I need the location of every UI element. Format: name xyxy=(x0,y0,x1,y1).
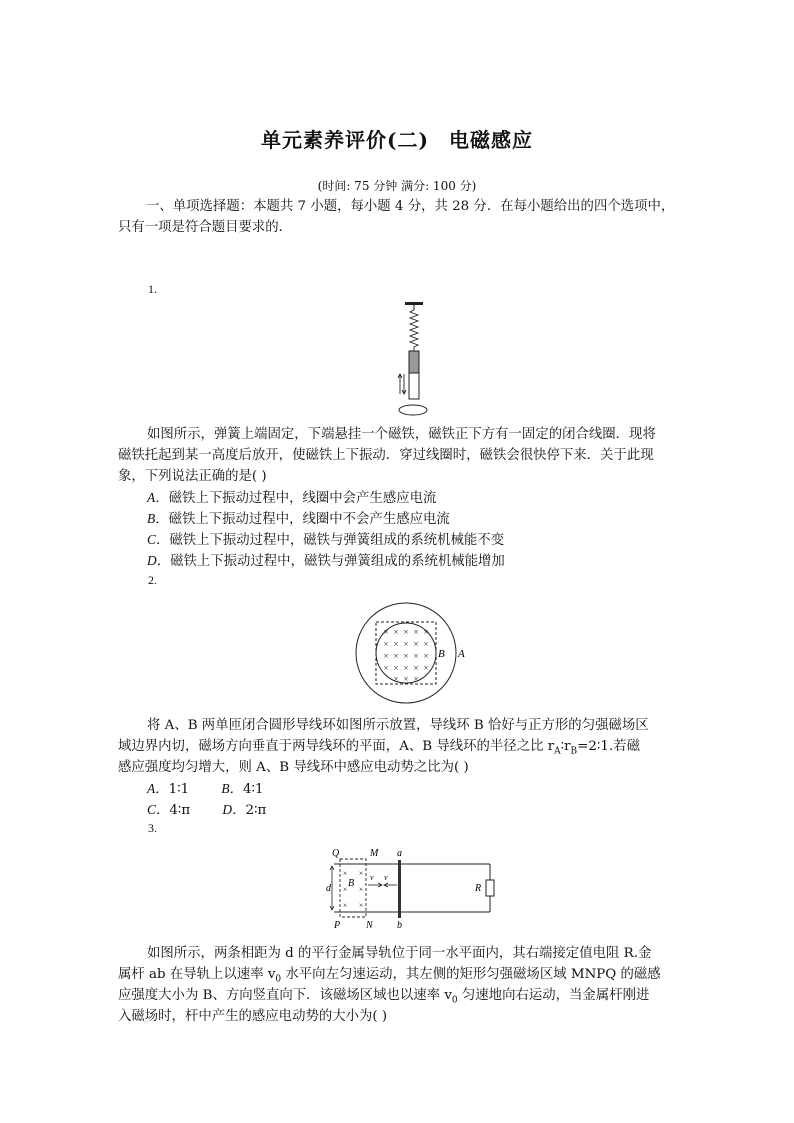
coil-loop xyxy=(399,405,427,415)
title-right: 电磁感应 xyxy=(448,128,533,152)
q1-option-d[interactable] xyxy=(147,550,505,572)
label-p: P xyxy=(334,920,341,930)
ratio-tail: =2∶1.若磁 xyxy=(577,739,640,754)
option-text: 4∶π xyxy=(169,803,191,818)
section-instructions-1: 一、单项选择题：本题共 7 小题，每小题 4 分，共 28 分．在每小题给出的四个选项中， xyxy=(146,199,675,214)
ratio-mid: ∶r xyxy=(560,739,571,754)
option-letter: D． xyxy=(222,802,246,817)
ratio-sub-a: A xyxy=(554,746,561,757)
label-a: A xyxy=(458,648,465,660)
label-v0-rod: v xyxy=(384,873,388,882)
q2-option-c[interactable] xyxy=(147,803,190,818)
v0-sub: 0 xyxy=(451,995,458,1006)
option-text: 磁铁上下振动过程中，磁铁与弹簧组成的系统机械能不变 xyxy=(169,533,505,548)
svg-text:×: × xyxy=(342,901,348,910)
q3-stem-line3-tail: 匀速地向右运动，当金属杆刚进 xyxy=(457,988,650,1003)
magnet xyxy=(409,351,419,399)
q3-stem-line2-text: 属杆 ab 在导轨上以速率 v xyxy=(118,967,276,982)
svg-text:×: × xyxy=(342,869,348,878)
q3-stem-line1: 如图所示，两条相距为 d 的平行金属导轨位于同一水平面内，其右端接定值电阻 R.金 xyxy=(147,946,652,961)
svg-text:×: × xyxy=(413,639,419,649)
question-1-number: 1. xyxy=(148,282,157,296)
option-letter: B． xyxy=(221,781,243,796)
q2-options-row2 xyxy=(147,799,266,821)
label-m: M xyxy=(370,848,379,859)
option-text: 磁铁上下振动过程中，线圈中不会产生感应电流 xyxy=(168,512,450,527)
svg-text:×: × xyxy=(383,627,389,637)
svg-text:×: × xyxy=(393,639,399,649)
svg-text:×: × xyxy=(383,663,389,673)
field-velocity-arrow xyxy=(368,883,382,887)
spring-mount xyxy=(405,302,423,310)
svg-text:×: × xyxy=(423,663,429,673)
svg-text:×: × xyxy=(423,651,429,661)
q2-option-b[interactable] xyxy=(221,778,263,800)
q2-options-row1 xyxy=(147,778,263,800)
label-v0-field: v xyxy=(370,873,374,882)
option-letter: B． xyxy=(147,511,169,526)
question-2-number: 2. xyxy=(148,573,157,587)
svg-text:×: × xyxy=(403,651,409,661)
option-text: 1∶1 xyxy=(168,782,190,797)
svg-text:×: × xyxy=(383,651,389,661)
rod-velocity-arrow xyxy=(384,883,397,887)
svg-text:×: × xyxy=(423,627,429,637)
rod-ab xyxy=(398,860,401,918)
svg-text:×: × xyxy=(413,674,419,684)
svg-text:×: × xyxy=(342,885,348,894)
resistor-r xyxy=(486,880,494,896)
label-n: N xyxy=(366,920,373,930)
q1-stem-line3: 象，下列说法正确的是( ) xyxy=(118,469,267,484)
label-q: Q xyxy=(332,848,340,859)
svg-text:×: × xyxy=(383,639,389,649)
svg-text:×: × xyxy=(403,639,409,649)
option-letter: C． xyxy=(147,802,170,817)
svg-text:×: × xyxy=(358,901,364,910)
q3-stem-line4: 入磁场时，杆中产生的感应电动势的大小为( ) xyxy=(118,1009,388,1024)
q2-stem-line2-text: 域边界内切，磁场方向垂直于两导线环的平面，A、B 导线环的半径之比 r xyxy=(118,739,555,754)
ratio-sub-b: B xyxy=(570,746,578,757)
svg-text:×: × xyxy=(358,869,364,878)
q3-field-crosses xyxy=(343,869,364,910)
svg-text:×: × xyxy=(413,651,419,661)
label-r: R xyxy=(475,883,482,894)
svg-text:×: × xyxy=(403,627,409,637)
spring-coil xyxy=(410,310,418,351)
option-letter: D． xyxy=(147,553,171,568)
label-b: b xyxy=(397,920,402,930)
option-letter: C． xyxy=(147,532,170,547)
svg-text:×: × xyxy=(403,674,409,684)
option-text: 4∶1 xyxy=(242,782,264,797)
q1-option-a[interactable] xyxy=(147,487,436,509)
q2-stem-line1: 将 A、B 两单匝闭合圆形导线环如图所示放置，导线环 B 恰好与正方形的匀强磁场区 xyxy=(147,718,649,733)
label-b: B xyxy=(438,648,445,660)
v0-sub: 0 xyxy=(275,974,282,985)
q3-figure-rails-field xyxy=(326,846,498,930)
svg-text:×: × xyxy=(393,651,399,661)
svg-text:×: × xyxy=(403,663,409,673)
q2-stem-line3: 感应强度均匀增大，则 A、B 导线环中感应电动势之比为( ) xyxy=(118,760,469,775)
svg-text:×: × xyxy=(413,627,419,637)
q3-stem-line2-tail: 水平向左匀速运动，其左侧的矩形匀强磁场区域 MNPQ 的磁感 xyxy=(281,967,661,982)
option-letter: A． xyxy=(147,781,169,796)
q1-option-c[interactable] xyxy=(147,529,504,551)
svg-text:×: × xyxy=(393,627,399,637)
q2-option-d[interactable] xyxy=(222,799,266,821)
q1-figure-spring-magnet xyxy=(380,298,450,418)
question-3-number: 3. xyxy=(148,821,157,835)
svg-text:×: × xyxy=(393,674,399,684)
option-text: 磁铁上下振动过程中，磁铁与弹簧组成的系统机械能增加 xyxy=(170,554,505,569)
exam-meta: (时间: 75 分钟 满分: 100 分) xyxy=(317,179,477,193)
rails xyxy=(334,864,490,912)
option-text: 磁铁上下振动过程中，线圈中会产生感应电流 xyxy=(168,491,437,506)
svg-text:×: × xyxy=(423,639,429,649)
field-crosses xyxy=(383,627,428,684)
motion-arrows xyxy=(398,374,406,394)
q1-stem-line1: 如图所示，弹簧上端固定，下端悬挂一个磁铁，磁铁正下方有一固定的闭合线圈．现将 xyxy=(147,427,656,442)
q3-stem-line3-text: 应强度大小为 B、方向竖直向下．该磁场区域也以速率 v xyxy=(118,988,452,1003)
label-field-b: B xyxy=(348,878,355,889)
title-left: 单元素养评价(二) xyxy=(261,128,429,152)
q1-option-b[interactable] xyxy=(147,508,450,530)
label-d: d xyxy=(326,883,331,894)
section-instructions-2: 只有一项是符合题目要求的． xyxy=(118,220,293,235)
q2-option-a[interactable] xyxy=(147,782,189,797)
option-letter: A． xyxy=(147,490,169,505)
q1-stem-line2: 磁铁托起到某一高度后放开，使磁铁上下振动．穿过线圈时，磁铁会很快停下来．关于此现 xyxy=(118,448,654,463)
svg-text:×: × xyxy=(358,885,364,894)
q2-figure-rings-field xyxy=(354,600,484,710)
option-text: 2∶π xyxy=(245,803,267,818)
label-a: a xyxy=(397,848,402,859)
page-title xyxy=(0,124,794,153)
svg-text:×: × xyxy=(413,663,419,673)
svg-text:×: × xyxy=(393,663,399,673)
